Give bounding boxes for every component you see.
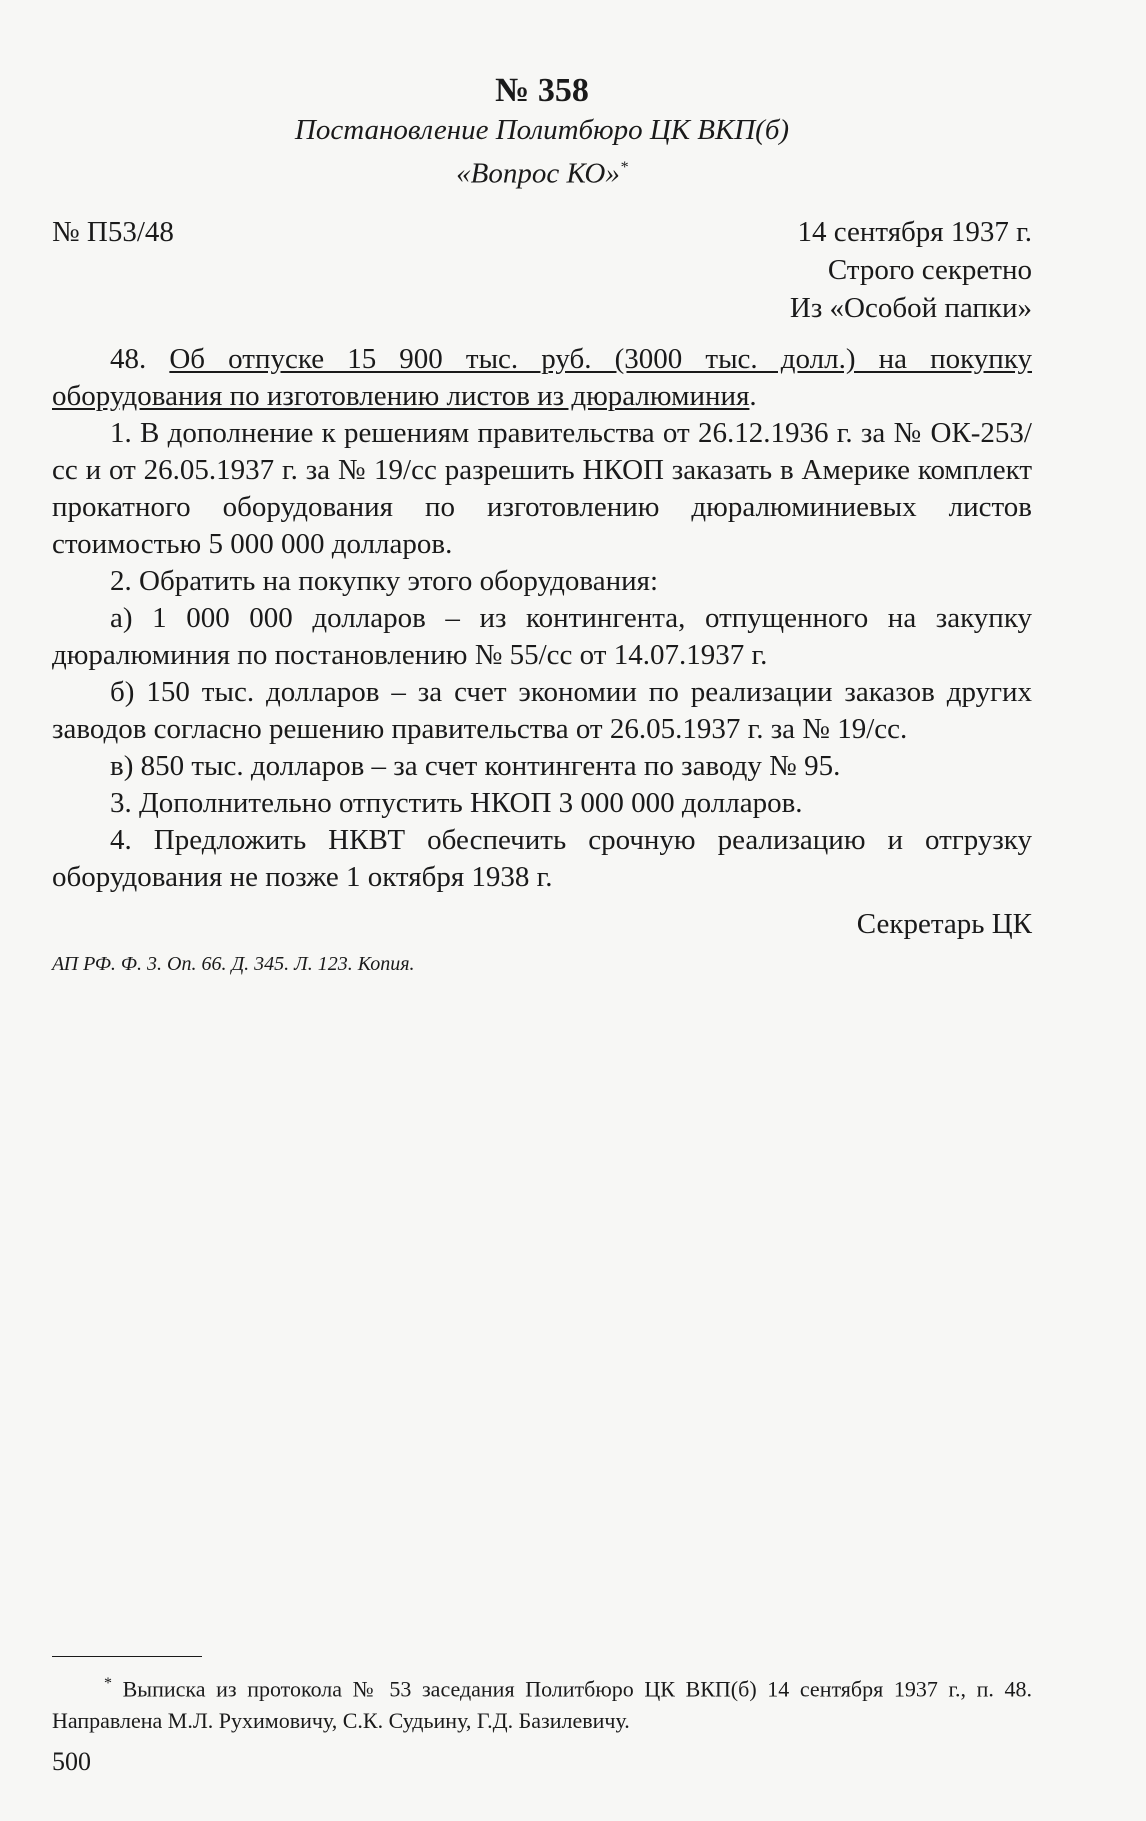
document-body xyxy=(52,341,1032,896)
document-subtitle xyxy=(52,149,1032,193)
paragraph-1: 1. В дополнение к решениям правительства от 26.12.1936 г. за № ОК-253/сс и от 26.05.1937 г. за № 19/сс разрешить НКОП заказать в Америке комплект прокатного оборудования по изготовлению дюралюминиевых листов стоимостью 5 000 000 долларов. xyxy=(52,416,1032,560)
footnote-divider xyxy=(52,1656,202,1657)
meta-row xyxy=(52,213,1032,251)
paragraph-2: 2. Обратить на покупку этого оборудования: xyxy=(110,564,659,597)
item-end: . xyxy=(749,379,757,412)
signature: Секретарь ЦК xyxy=(856,907,1032,940)
page-number: 500 xyxy=(52,1747,91,1776)
footnote-text: Выписка из протокола № 53 заседания Политбюро ЦК ВКП(б) 14 сентября 1937 г., п. 48. Направлена М.Л. Рухимовичу, С.К. Судьину, Г.Д. Базилевичу. xyxy=(52,1676,1032,1734)
item-lead: 48. xyxy=(110,342,170,375)
footnote-marker: * xyxy=(619,159,628,176)
item-heading-paragraph xyxy=(52,341,1032,415)
paragraph-2c: в) 850 тыс. долларов – за счет контингента по заводу № 95. xyxy=(110,749,841,782)
document-title: Постановление Политбюро ЦК ВКП(б) xyxy=(294,114,790,146)
footnote-mark: * xyxy=(104,1675,112,1692)
paragraph-3: 3. Дополнительно отпустить НКОП 3 000 000 долларов. xyxy=(110,786,803,819)
item-heading: Об отпуске 15 900 тыс. руб. (3000 тыс. долл.) на покупку оборудования по изготовлению листов из дюралюминия xyxy=(52,342,1032,412)
protocol-number: № П53/48 xyxy=(52,215,174,248)
paragraph-2a: а) 1 000 000 долларов – из контингента, отпущенного на закупку дюралюминия по постановлению № 55/сс от 14.07.1937 г. xyxy=(52,601,1032,671)
paragraph-4: 4. Предложить НКВТ обеспечить срочную реализацию и отгрузку оборудования не позже 1 октября 1938 г. xyxy=(52,823,1032,893)
paragraph-2b: б) 150 тыс. долларов – за счет экономии по реализации заказов других заводов согласно решению правительства от 26.05.1937 г. за № 19/сс. xyxy=(52,675,1032,745)
folder-label: Из «Особой папки» xyxy=(789,291,1032,324)
secrecy-label: Строго секретно xyxy=(827,253,1032,286)
document-date: 14 сентября 1937 г. xyxy=(797,215,1032,248)
subtitle-text: «Вопрос КО» xyxy=(456,157,620,190)
document-page xyxy=(52,70,1032,978)
document-number: № 358 xyxy=(495,72,589,109)
archive-reference: АП РФ. Ф. 3. Оп. 66. Д. 345. Л. 123. Копия. xyxy=(52,952,415,975)
footnote xyxy=(52,1668,1032,1737)
